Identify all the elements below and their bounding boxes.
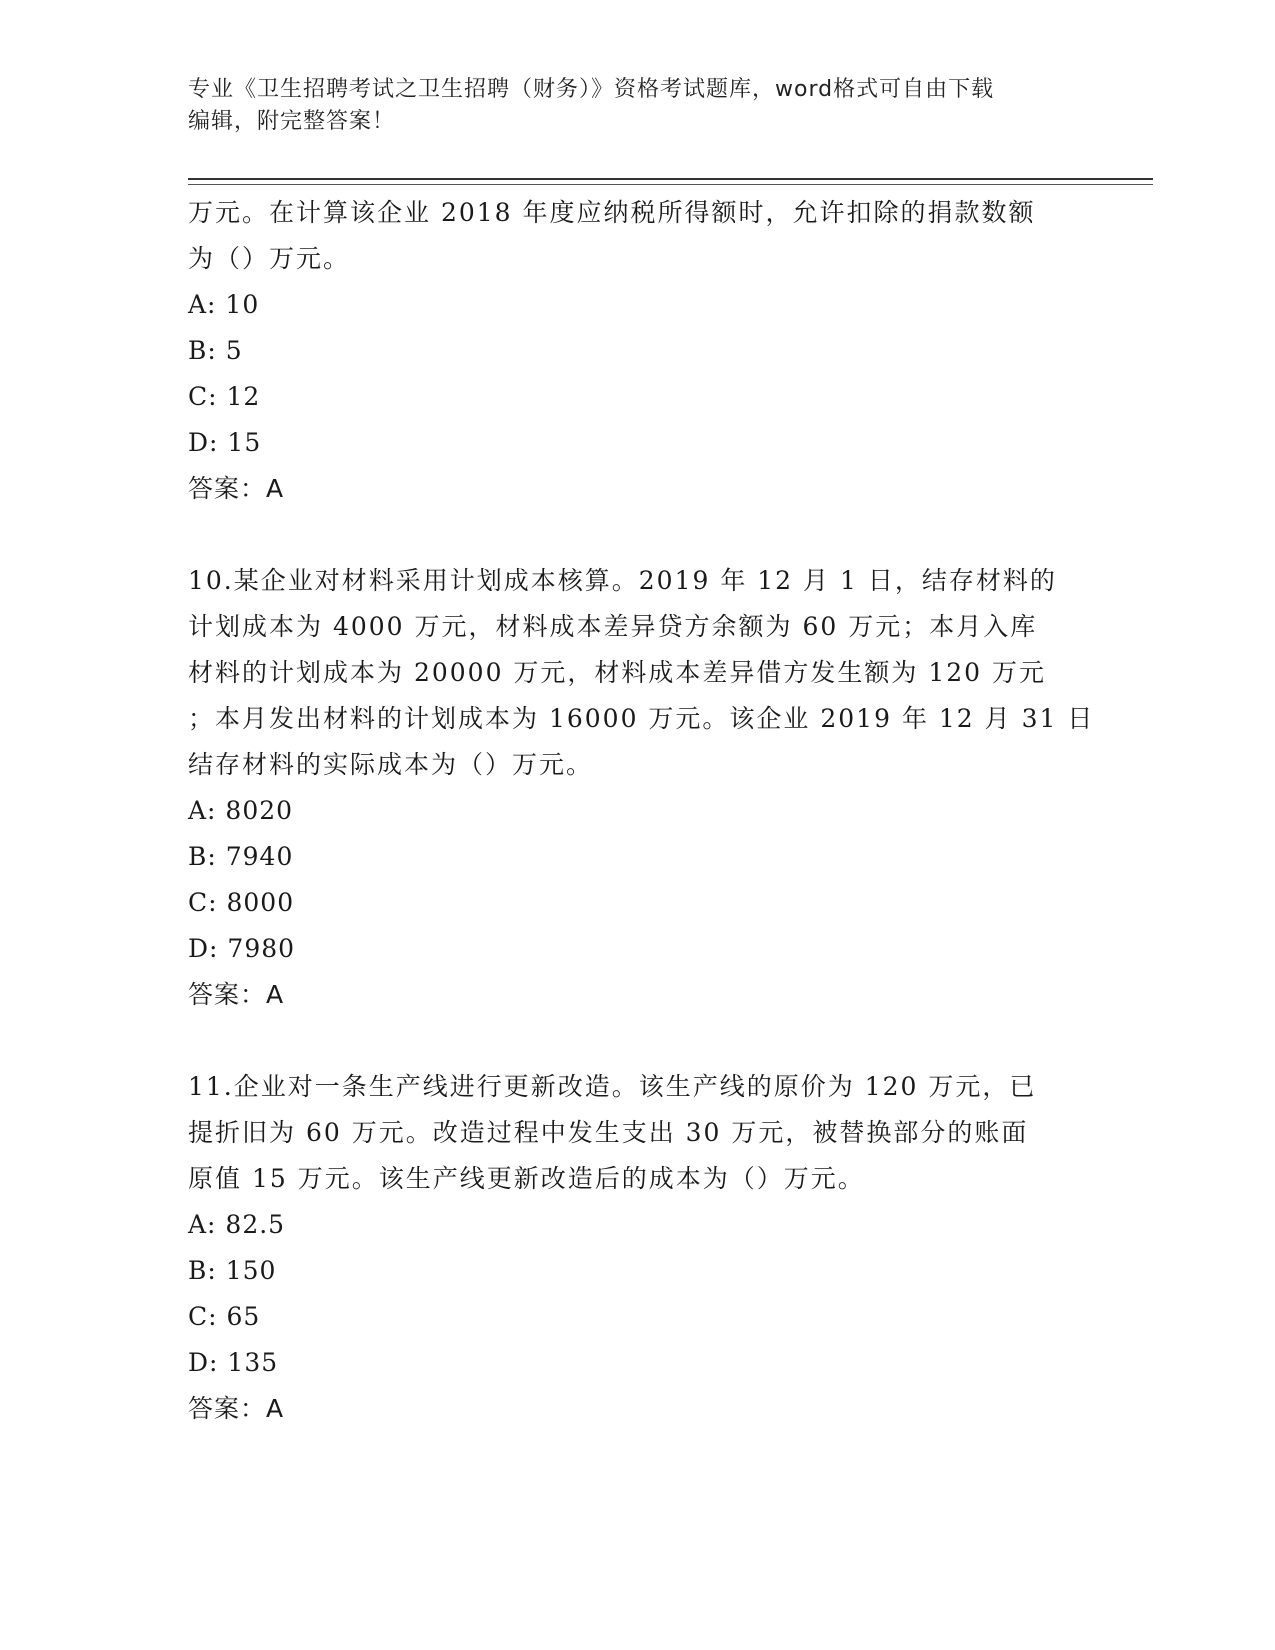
question-text-line: 材料的计划成本为 20000 万元，材料成本差异借方发生额为 120 万元 — [188, 658, 1047, 687]
question-text-line: 结存材料的实际成本为（）万元。 — [188, 750, 594, 779]
question-10 — [188, 558, 1095, 1018]
header-rule-thin — [188, 184, 1153, 185]
header-line-1: 专业《卫生招聘考试之卫生招聘（财务）》资格考试题库，word格式可自由下载 — [188, 77, 995, 102]
option-d: D: 15 — [188, 428, 262, 457]
question-text-line: 为（）万元。 — [188, 244, 351, 273]
question-text-line: 原值 15 万元。该生产线更新改造后的成本为（）万元。 — [188, 1164, 865, 1193]
option-d: D: 7980 — [188, 934, 296, 963]
spacer — [188, 512, 1088, 558]
question-11 — [188, 1064, 1088, 1432]
option-a: A: 82.5 — [188, 1210, 286, 1239]
question-text-line: 计划成本为 4000 万元，材料成本差异贷方余额为 60 万元；本月入库 — [188, 612, 1038, 641]
question-text-line: ；本月发出材料的计划成本为 16000 万元。该企业 2019 年 12 月 31 日 — [188, 704, 1095, 733]
question-text-line: 提折旧为 60 万元。改造过程中发生支出 30 万元，被替换部分的账面 — [188, 1118, 1029, 1147]
option-c: C: 12 — [188, 382, 261, 411]
header-rule-thick — [188, 178, 1153, 180]
option-d: D: 135 — [188, 1348, 279, 1377]
option-a: A: 10 — [188, 290, 260, 319]
option-b: B: 5 — [188, 336, 243, 365]
question-text-line: 10.某企业对材料采用计划成本核算。2019 年 12 月 1 日，结存材料的 — [188, 566, 1057, 595]
option-b: B: 7940 — [188, 842, 294, 871]
spacer — [188, 1018, 1088, 1064]
question-text-line: 11.企业对一条生产线进行更新改造。该生产线的原价为 120 万元，已 — [188, 1072, 1037, 1101]
answer-line: 答案：A — [188, 474, 285, 503]
option-c: C: 65 — [188, 1302, 261, 1331]
question-text-line: 万元。在计算该企业 2018 年度应纳税所得额时，允许扣除的捐款数额 — [188, 198, 1036, 227]
answer-line: 答案：A — [188, 980, 285, 1009]
option-c: C: 8000 — [188, 888, 295, 917]
option-a: A: 8020 — [188, 796, 294, 825]
question-content — [188, 190, 1095, 1432]
option-b: B: 150 — [188, 1256, 277, 1285]
question-9 — [188, 190, 1088, 512]
answer-line: 答案：A — [188, 1394, 285, 1423]
header-line-2: 编辑，附完整答案！ — [188, 109, 396, 134]
page-header — [188, 74, 1068, 138]
